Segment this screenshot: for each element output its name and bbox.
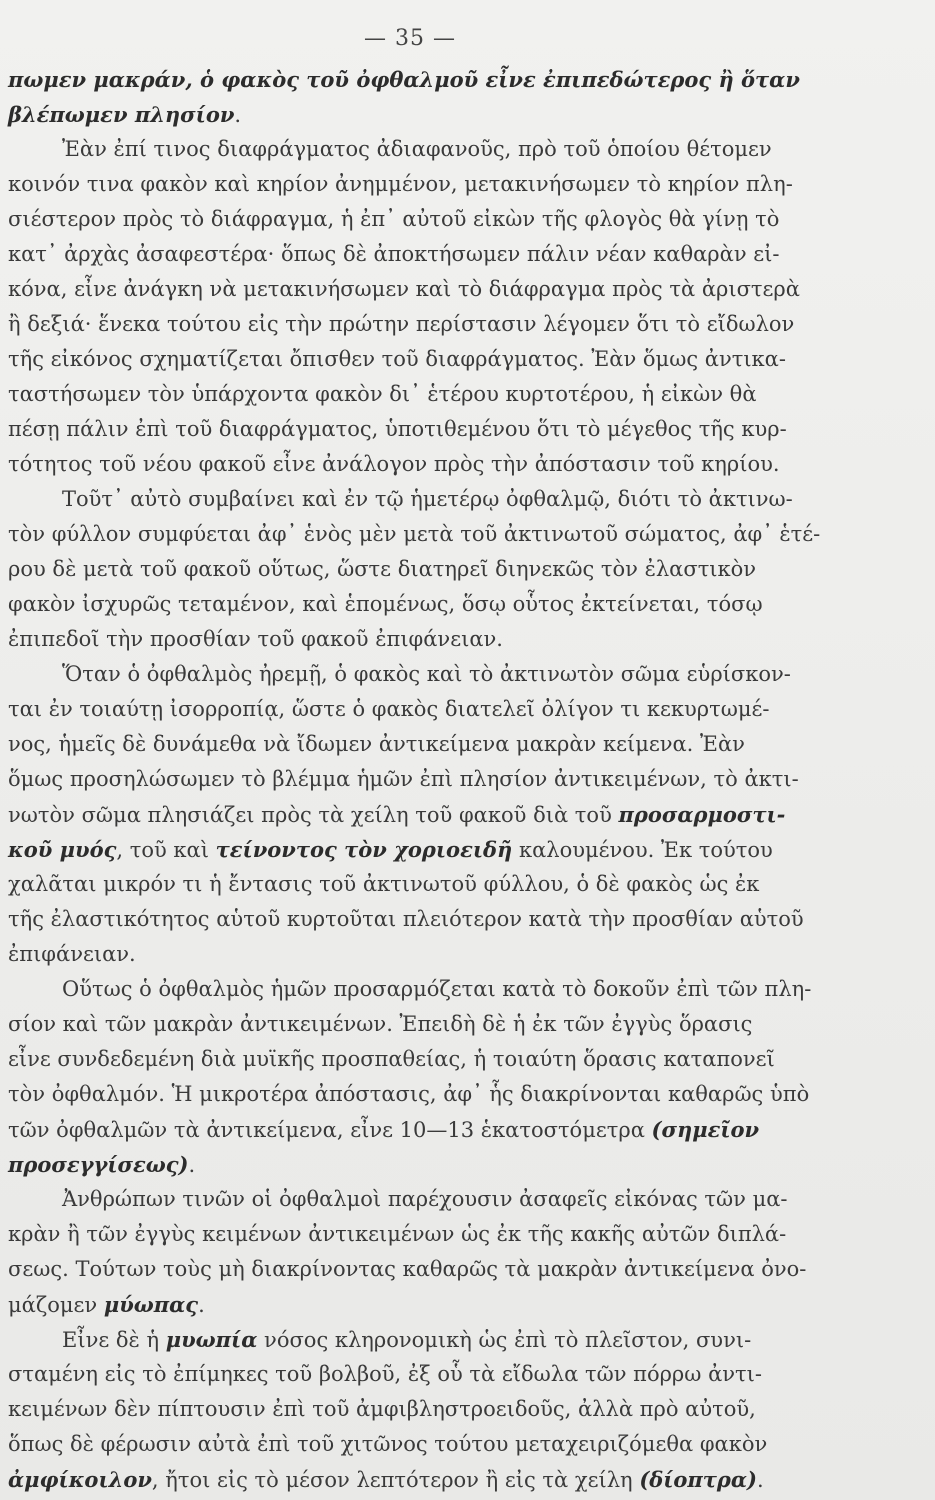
- text-run: , ἤτοι εἰς τὸ μέσον λεπτότερον ἢ εἰς τὰ χείλη: [151, 1468, 640, 1492]
- text-line: [0, 1357, 935, 1392]
- text-run: τῆς εἰκόνος σχηματίζεται ὄπισθεν τοῦ διαφράγματος. Ἐὰν ὅμως ἀντικα-: [8, 347, 786, 371]
- text-line: [0, 1077, 935, 1112]
- text-line: [0, 832, 935, 867]
- text-line: [0, 202, 935, 237]
- text-run: φακὸν ἰσχυρῶς τεταμένον, καὶ ἑπομένως, ὅσῳ οὗτος ἐκτείνεται, τόσῳ: [8, 592, 763, 616]
- text-run: ρου δὲ μετὰ τοῦ φακοῦ οὕτως, ὥστε διατηρεῖ διηνεκῶς τὸν ἐλαστικὸν: [8, 557, 757, 581]
- text-run: τῆς ἐλαστικότητος αὑτοῦ κυρτοῦται πλειότερον κατὰ τὴν προσθίαν αὑτοῦ: [8, 907, 804, 931]
- text-run: ταστήσωμεν τὸν ὑπάρχοντα φακὸν δι᾽ ἑτέρου κυρτοτέρου, ἡ εἰκὼν θὰ: [8, 382, 757, 406]
- text-run: κόνα, εἶνε ἀνάγκη νὰ μετακινήσωμεν καὶ τὸ διάφραγμα πρὸς τὰ ἀριστερὰ: [8, 277, 800, 301]
- text-run: Οὕτως ὁ ὀφθαλμὸς ἡμῶν προσαρμόζεται κατὰ τὸ δοκοῦν ἐπὶ τῶν πλη-: [62, 977, 812, 1001]
- text-run: τὸν φύλλον συμφύεται ἀφ᾽ ἑνὸς μὲν μετὰ τοῦ ἀκτινωτοῦ σώματος, ἀφ᾽ ἑτέ-: [8, 522, 821, 546]
- text-run: .: [757, 1468, 764, 1492]
- text-run: Τοῦτ᾽ αὐτὸ συμβαίνει καὶ ἐν τῷ ἡμετέρῳ ὀφθαλμῷ, διότι τὸ ἀκτινω-: [62, 487, 793, 511]
- text-run: σταμένη εἰς τὸ ἐπίμηκες τοῦ βολβοῦ, ἐξ οὗ τὰ εἴδωλα τῶν πόρρω ἀντι-: [8, 1362, 762, 1386]
- text-line: [0, 237, 935, 272]
- text-run: χαλᾶται μικρόν τι ἡ ἔντασις τοῦ ἀκτινωτοῦ φύλλου, ὁ δὲ φακὸς ὡς ἐκ: [8, 872, 760, 896]
- text-run: σιέστερον πρὸς τὸ διάφραγμα, ἡ ἐπ᾽ αὐτοῦ εἰκὼν τῆς φλογὸς θὰ γίνῃ τὸ: [8, 207, 780, 231]
- text-line: [0, 1042, 935, 1077]
- text-run: Ἀνθρώπων τινῶν οἱ ὀφθαλμοὶ παρέχουσιν ἀσαφεῖς εἰκόνας τῶν μα-: [62, 1187, 788, 1211]
- text-line: [0, 167, 935, 202]
- text-line: [0, 1182, 935, 1217]
- text-run: σεως. Τούτων τοὺς μὴ διακρίνοντας καθαρῶς τὰ μακρὰν ἀντικείμενα ὀνο-: [8, 1257, 807, 1281]
- emphasized-term: πωμεν μακράν, ὁ φακὸς τοῦ ὀφθαλμοῦ εἶνε ἐπιπεδώτερος ἢ ὅταν: [8, 67, 800, 92]
- page-number: — 35 —: [364, 26, 456, 51]
- text-line: [0, 482, 935, 517]
- text-line: [0, 342, 935, 377]
- text-run: κρὰν ἢ τῶν ἐγγὺς κειμένων ἀντικειμένων ὡς ἐκ τῆς κακῆς αὐτῶν διπλά-: [8, 1222, 787, 1246]
- emphasized-term: μύωπας: [103, 1292, 199, 1317]
- text-run: πέσῃ πάλιν ἐπὶ τοῦ διαφράγματος, ὑποτιθεμένου ὅτι τὸ μέγεθος τῆς κυρ-: [8, 417, 787, 441]
- text-line: [0, 1462, 935, 1497]
- text-line: [0, 587, 935, 622]
- text-run: ὅπως δὲ φέρωσιν αὐτὰ ἐπὶ τοῦ χιτῶνος τούτου μεταχειριζόμεθα φακὸν: [8, 1432, 768, 1456]
- text-line: [0, 132, 935, 167]
- text-line: [0, 377, 935, 412]
- text-line: [0, 1287, 935, 1322]
- body-text: [0, 62, 935, 1497]
- text-line: [0, 517, 935, 552]
- text-line: [0, 797, 935, 832]
- emphasized-term: κοῦ μυός: [8, 837, 117, 862]
- text-run: μάζομεν: [8, 1293, 104, 1317]
- text-run: Εἶνε δὲ ἡ: [62, 1328, 166, 1352]
- emphasized-term: (σημεῖον: [651, 1117, 760, 1142]
- text-line: [0, 412, 935, 447]
- text-line: [0, 937, 935, 972]
- text-run: , τοῦ καὶ: [116, 838, 216, 862]
- text-line: [0, 692, 935, 727]
- text-run: Ὅταν ὁ ὀφθαλμὸς ἠρεμῇ, ὁ φακὸς καὶ τὸ ἀκτινωτὸν σῶμα εὑρίσκον-: [62, 662, 791, 686]
- text-run: νόσος κληρονομικὴ ὡς ἐπὶ τὸ πλεῖστον, συνι-: [257, 1328, 752, 1352]
- text-run: νος, ἡμεῖς δὲ δυνάμεθα νὰ ἴδωμεν ἀντικείμενα μακρὰν κείμενα. Ἐὰν: [8, 732, 745, 756]
- text-line: [0, 972, 935, 1007]
- text-line: [0, 1147, 935, 1182]
- text-run: .: [188, 1153, 196, 1177]
- emphasized-term: βλέπωμεν πλησίον: [8, 102, 235, 127]
- text-run: κειμένων δὲν πίπτουσιν ἐπὶ τοῦ ἀμφιβληστροειδοῦς, ἀλλὰ πρὸ αὐτοῦ,: [8, 1397, 756, 1421]
- text-line: [0, 97, 935, 132]
- emphasized-term: προσεγγίσεως): [8, 1152, 189, 1177]
- emphasized-term: (δίοπτρα): [639, 1467, 757, 1492]
- text-line: [0, 1322, 935, 1357]
- text-line: [0, 1252, 935, 1287]
- text-line: [0, 1112, 935, 1147]
- text-run: κοινόν τινα φακὸν καὶ κηρίον ἀνημμένον, μετακινήσωμεν τὸ κηρίον πλη-: [8, 172, 793, 196]
- text-line: [0, 552, 935, 587]
- text-line: [0, 902, 935, 937]
- text-run: ἐπιφάνειαν.: [8, 942, 136, 966]
- text-line: [0, 657, 935, 692]
- text-line: [0, 622, 935, 657]
- text-run: καλουμένου. Ἐκ τούτου: [512, 838, 773, 862]
- emphasized-term: ἀμφίκοιλον: [8, 1467, 152, 1492]
- text-run: .: [234, 103, 242, 127]
- text-run: ὅμως προσηλώσωμεν τὸ βλέμμα ἡμῶν ἐπὶ πλησίον ἀντικειμένων, τὸ ἀκτι-: [8, 767, 799, 791]
- emphasized-term: προσαρμοστι-: [618, 802, 786, 827]
- text-run: εἶνε συνδεδεμένη διὰ μυϊκῆς προσπαθείας, ἡ τοιαύτη ὅρασις καταπονεῖ: [8, 1047, 775, 1071]
- text-run: ἐπιπεδοῖ τὴν προσθίαν τοῦ φακοῦ ἐπιφάνειαν.: [8, 627, 503, 651]
- text-line: [0, 62, 935, 97]
- emphasized-term: τείνοντος τὸν χοριοειδῆ: [215, 837, 513, 862]
- text-line: [0, 272, 935, 307]
- emphasized-term: μυωπία: [165, 1327, 258, 1352]
- text-run: Ἐὰν ἐπί τινος διαφράγματος ἀδιαφανοῦς, πρὸ τοῦ ὁποίου θέτομεν: [62, 137, 772, 161]
- text-run: τότητος τοῦ νέου φακοῦ εἶνε ἀνάλογον πρὸς τὴν ἀπόστασιν τοῦ κηρίου.: [8, 452, 780, 476]
- text-line: [0, 1392, 935, 1427]
- text-run: ται ἐν τοιαύτῃ ἰσορροπίᾳ, ὥστε ὁ φακὸς διατελεῖ ὀλίγον τι κεκυρτωμέ-: [8, 697, 770, 721]
- text-line: [0, 727, 935, 762]
- text-line: [0, 867, 935, 902]
- text-run: τὸν ὀφθαλμόν. Ἡ μικροτέρα ἀπόστασις, ἀφ᾽ ἧς διακρίνονται καθαρῶς ὑπὸ: [8, 1082, 810, 1106]
- text-run: σίον καὶ τῶν μακρὰν ἀντικειμένων. Ἐπειδὴ δὲ ἡ ἐκ τῶν ἐγγὺς ὅρασις: [8, 1012, 753, 1036]
- text-run: .: [198, 1293, 205, 1317]
- text-line: [0, 447, 935, 482]
- text-run: νωτὸν σῶμα πλησιάζει πρὸς τὰ χείλη τοῦ φακοῦ διὰ τοῦ: [8, 803, 619, 827]
- text-run: ἢ δεξιά· ἕνεκα τούτου εἰς τὴν πρώτην περίστασιν λέγομεν ὅτι τὸ εἴδωλον: [8, 312, 795, 336]
- text-run: τῶν ὀφθαλμῶν τὰ ἀντικείμενα, εἶνε 10—13 ἑκατοστόμετρα: [8, 1118, 652, 1142]
- text-line: [0, 1007, 935, 1042]
- text-line: [0, 307, 935, 342]
- text-run: κατ᾽ ἀρχὰς ἀσαφεστέρα· ὅπως δὲ ἀποκτήσωμεν πάλιν νέαν καθαρὰν εἰ-: [8, 242, 780, 266]
- text-line: [0, 762, 935, 797]
- text-line: [0, 1427, 935, 1462]
- text-line: [0, 1217, 935, 1252]
